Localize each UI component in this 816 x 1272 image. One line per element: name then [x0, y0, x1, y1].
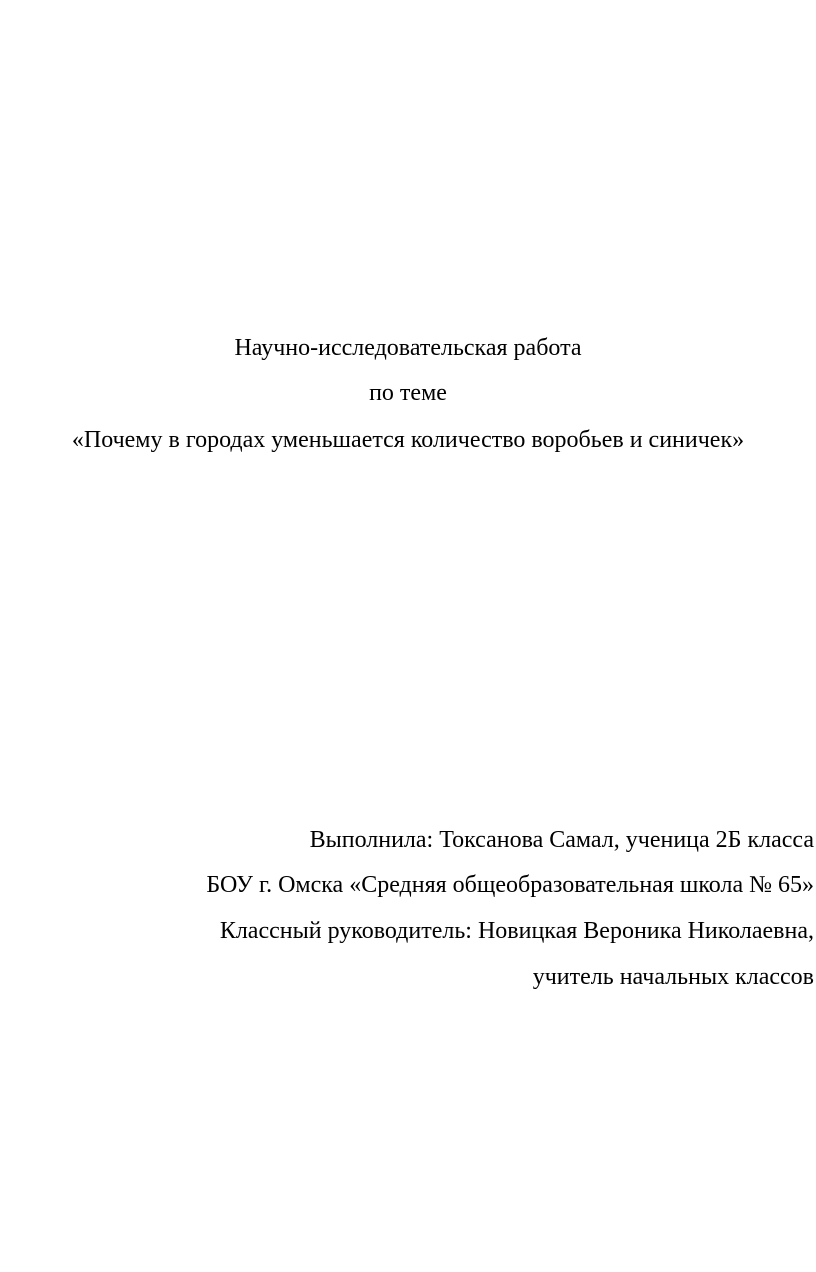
title-line-3: «Почему в городах уменьшается количество воробьев и синичек»	[71, 427, 745, 453]
author-line: Выполнила: Токсанова Самал, ученица 2Б класса	[309, 827, 814, 853]
title-line-1: Научно-исследовательская работа	[234, 335, 582, 361]
school-line: БОУ г. Омска «Средняя общеобразовательная школа № 65»	[206, 872, 814, 898]
teacher-line: Классный руководитель: Новицкая Вероника Николаевна,	[219, 918, 814, 944]
teacher-role-line: учитель начальных классов	[532, 964, 814, 990]
title-line-2: по теме	[369, 380, 447, 406]
